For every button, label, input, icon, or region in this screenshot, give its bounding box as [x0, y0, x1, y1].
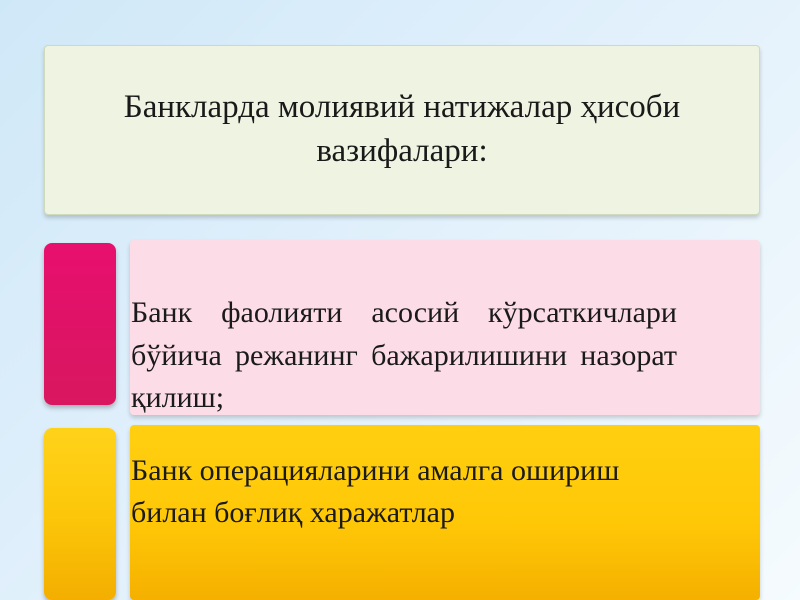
page-title: Банкларда молиявий натижалар ҳисоби вазифалари:: [123, 89, 681, 169]
list-item-text-pink: Банк фаолияти асосий кўрсаткичлари бўйича режанинг бажарилишини назорат қилиш;: [131, 296, 677, 415]
title-box: [44, 45, 760, 215]
list-item-accent-yellow: [44, 428, 116, 600]
body-text: [131, 292, 677, 535]
list-item-accent-pink: [44, 243, 116, 405]
list-item-text-yellow: Банк операцияларини амалга ошириш билан боғлиқ харажатлар: [131, 453, 620, 530]
